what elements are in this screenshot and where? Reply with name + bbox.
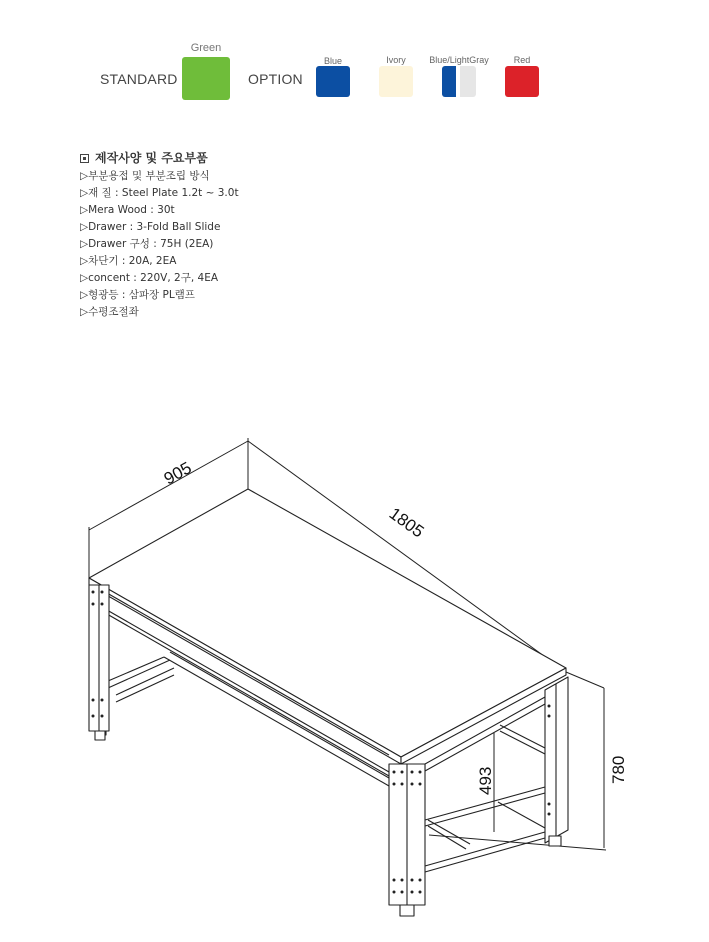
swatch-caption-blue: Blue [323,56,342,66]
specs-title: 제작사양 및 주요부품 [95,151,208,165]
spec-item: ▷차단기 : 20A, 2EA [80,255,177,267]
spec-item: ▷형광등 : 삼파장 PL램프 [80,289,195,301]
dimension-depth: 905 [160,458,195,489]
standard-label: STANDARD [100,71,178,87]
swatch-caption-ivory: Ivory [386,55,406,65]
spec-item: ▷재 질 : Steel Plate 1.2t ~ 3.0t [80,187,239,199]
swatch-caption-red: Red [513,55,531,65]
tabletop [89,489,566,764]
spec-item: ▷부분용접 및 부분조립 방식 [80,170,210,182]
spec-item: ▷수평조절좌 [80,306,139,318]
dimension-height: 780 [609,755,628,784]
dimension-width: 1805 [385,503,428,542]
swatch-caption-green: Green [190,42,222,54]
dimension-inner-height: 493 [476,766,495,795]
leg-back-right [545,677,568,846]
spec-item: ▷Mera Wood : 30t [80,204,175,216]
option-label: OPTION [248,71,303,87]
spec-item: ▷concent : 220V, 2구, 4EA [80,272,219,284]
swatch-caption-blue-lightgray: Blue/LightGray [429,55,489,65]
spec-item: ▷Drawer : 3-Fold Ball Slide [80,221,221,233]
spec-item: ▷Drawer 구성 : 75H (2EA) [80,238,214,250]
